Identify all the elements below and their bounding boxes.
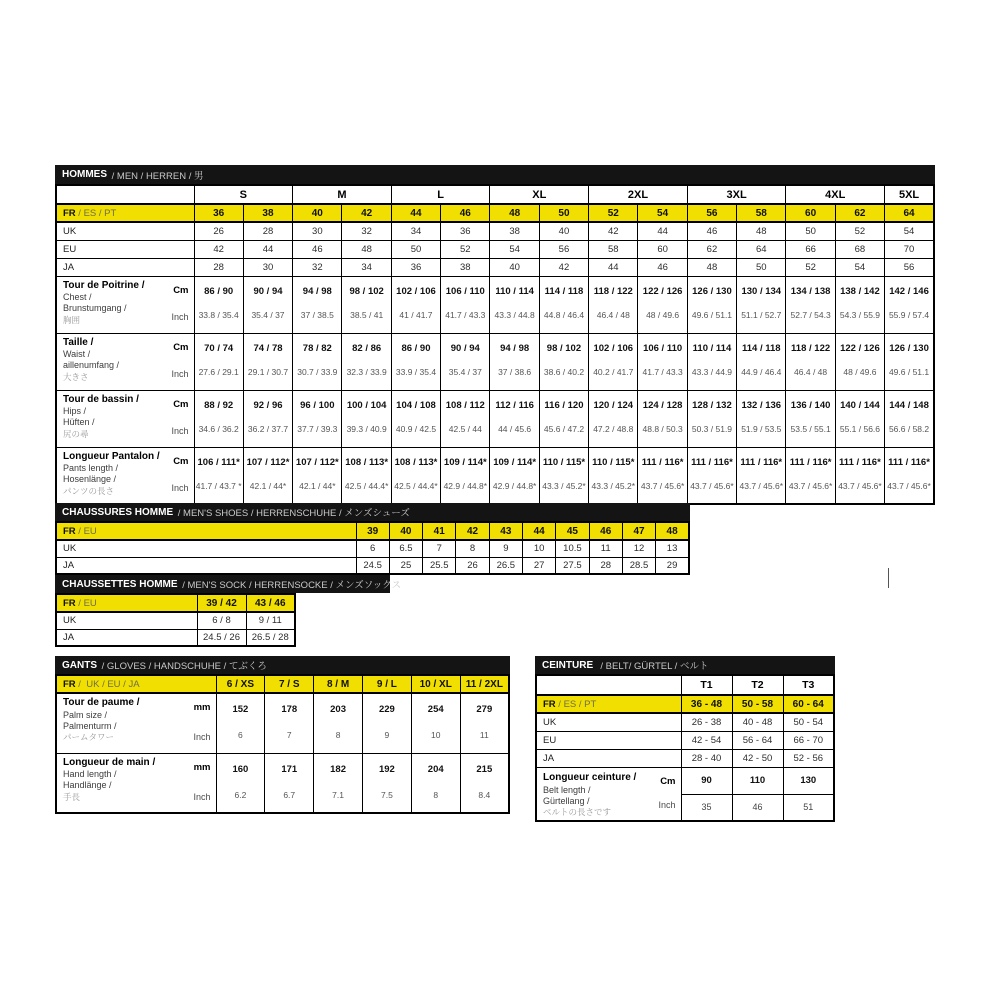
value-cell: 43 / 46 bbox=[246, 594, 295, 612]
measure-value-cell: 90 / 94 35.4 / 37 bbox=[243, 276, 292, 333]
value-cell: 60 bbox=[786, 204, 835, 222]
value-cell: 48 bbox=[342, 240, 391, 258]
belt-empty-corner-cell bbox=[536, 675, 681, 695]
measure-value-cell: 130 / 134 51.1 / 52.7 bbox=[737, 276, 786, 333]
size-group-cell: 4XL bbox=[786, 185, 885, 204]
value-cell: 46 bbox=[687, 222, 736, 240]
value-cell: 50 bbox=[786, 222, 835, 240]
measure-value-cell: 111 / 116* 43.7 / 45.6* bbox=[835, 447, 884, 504]
measure-value-cell: 70 / 74 27.6 / 29.1 bbox=[194, 333, 243, 390]
value-cell: 40 bbox=[539, 222, 588, 240]
belt-ja-label: JA bbox=[536, 749, 681, 767]
eu-row bbox=[56, 240, 934, 258]
measure-value-cell: 279 11 bbox=[460, 693, 509, 753]
measure-value-cell: 122 / 126 48 / 49.6 bbox=[638, 276, 687, 333]
value-cell: 41 bbox=[423, 522, 456, 540]
measure-value-cell: 229 9 bbox=[362, 693, 411, 753]
value-cell: 56 bbox=[687, 204, 736, 222]
measure-value-cell: 106 / 110 41.7 / 43.3 bbox=[441, 276, 490, 333]
value-cell: 42 - 54 bbox=[681, 731, 732, 749]
measure-value-cell: 144 / 148 56.6 / 58.2 bbox=[885, 390, 934, 447]
value-cell: 9 / 11 bbox=[246, 612, 295, 629]
measure-value-cell: 108 / 113* 42.5 / 44.4* bbox=[342, 447, 391, 504]
value-cell: 43 bbox=[489, 522, 522, 540]
belt-title: CEINTURE bbox=[542, 659, 594, 671]
measure-value-cell: 106 / 110 41.7 / 43.3 bbox=[638, 333, 687, 390]
measure-value-cell: 192 7.5 bbox=[362, 753, 411, 813]
measure-value-cell: 100 / 104 39.3 / 40.9 bbox=[342, 390, 391, 447]
measure-value-cell: 106 / 111* 41.7 / 43.7 * bbox=[194, 447, 243, 504]
value-cell: 40 - 48 bbox=[732, 713, 783, 731]
size-group-cell: 2XL bbox=[589, 185, 688, 204]
measure-value-cell: 111 / 116* 43.7 / 45.6* bbox=[687, 447, 736, 504]
value-cell: 38 bbox=[441, 258, 490, 276]
waist-row bbox=[56, 333, 934, 390]
value-cell: 40 bbox=[490, 258, 539, 276]
value-cell: 34 bbox=[391, 222, 440, 240]
value-cell: 26.5 bbox=[489, 557, 522, 574]
measure-value-cell: 182 7.1 bbox=[314, 753, 363, 813]
value-cell: 39 bbox=[356, 522, 389, 540]
value-cell: 9 bbox=[489, 540, 522, 557]
value-cell: 13 bbox=[656, 540, 689, 557]
value-cell: 50 - 58 bbox=[732, 695, 783, 713]
value-cell: 52 bbox=[835, 222, 884, 240]
value-cell: 60 - 64 bbox=[783, 695, 834, 713]
value-cell: 45 bbox=[556, 522, 589, 540]
measure-value-cell: 82 / 86 32.3 / 33.9 bbox=[342, 333, 391, 390]
size-group-cell: S bbox=[194, 185, 293, 204]
value-cell: 42 bbox=[456, 522, 489, 540]
value-cell: 46 bbox=[589, 522, 622, 540]
chest-row bbox=[56, 276, 934, 333]
ja-label: JA bbox=[56, 258, 194, 276]
value-cell: 62 bbox=[835, 204, 884, 222]
socks-uk-label: UK bbox=[56, 612, 197, 629]
value-cell: 51 bbox=[783, 794, 834, 821]
belt-ja-row bbox=[536, 749, 834, 767]
value-cell: 44 bbox=[638, 222, 687, 240]
belt-title-translations: / BELT/ GÜRTEL / ベルト bbox=[595, 661, 709, 672]
value-cell: 48 bbox=[737, 222, 786, 240]
uk-row bbox=[56, 222, 934, 240]
belt-column-header-row bbox=[536, 675, 834, 695]
shoes-uk-label: UK bbox=[56, 540, 356, 557]
measure-value-cell: 204 8 bbox=[411, 753, 460, 813]
value-cell: 26.5 / 28 bbox=[246, 629, 295, 646]
value-cell: 46 bbox=[732, 794, 783, 821]
value-cell: 28.5 bbox=[622, 557, 655, 574]
hommes-title: HOMMES bbox=[62, 169, 107, 180]
size-group-cell: XL bbox=[490, 185, 589, 204]
measure-value-cell: 112 / 116 44 / 45.6 bbox=[490, 390, 539, 447]
measure-value-cell: 104 / 108 40.9 / 42.5 bbox=[391, 390, 440, 447]
socks-ja-row bbox=[56, 629, 295, 646]
measure-value-cell: 140 / 144 55.1 / 56.6 bbox=[835, 390, 884, 447]
shoes-title: CHAUSSURES HOMME bbox=[62, 506, 174, 518]
shoes-uk-row bbox=[56, 540, 689, 557]
ja-row bbox=[56, 258, 934, 276]
measure-value-cell: 102 / 106 41 / 41.7 bbox=[391, 276, 440, 333]
size-group-row bbox=[56, 185, 934, 204]
measure-value-cell: 92 / 96 36.2 / 37.7 bbox=[243, 390, 292, 447]
measure-value-cell: 116 / 120 45.6 / 47.2 bbox=[539, 390, 588, 447]
value-cell: 6 / 8 bbox=[197, 612, 246, 629]
measure-value-cell: 111 / 116* 43.7 / 45.6* bbox=[885, 447, 934, 504]
value-cell: 46 bbox=[293, 240, 342, 258]
measure-value-cell: 98 / 102 38.6 / 40.2 bbox=[539, 333, 588, 390]
value-cell: 38 bbox=[243, 204, 292, 222]
shoes-fr-eu-label: FR / EU bbox=[56, 522, 356, 540]
value-cell: T2 bbox=[732, 675, 783, 695]
socks-size-table bbox=[55, 593, 296, 647]
value-cell: 7 / S bbox=[265, 675, 314, 693]
hand-length-row bbox=[56, 753, 509, 813]
value-cell: 46 bbox=[441, 204, 490, 222]
measure-value-cell: 178 7 bbox=[265, 693, 314, 753]
measure-value-cell: 134 / 138 52.7 / 54.3 bbox=[786, 276, 835, 333]
value-cell: 6 / XS bbox=[216, 675, 265, 693]
value-cell: 42 bbox=[194, 240, 243, 258]
measure-value-cell: 160 6.2 bbox=[216, 753, 265, 813]
socks-ja-label: JA bbox=[56, 629, 197, 646]
value-cell: T3 bbox=[783, 675, 834, 695]
value-cell: 11 / 2XL bbox=[460, 675, 509, 693]
value-cell: 48 bbox=[656, 522, 689, 540]
value-cell: 60 bbox=[638, 240, 687, 258]
measure-value-cell: 114 / 118 44.9 / 46.4 bbox=[737, 333, 786, 390]
stray-tick-mark bbox=[888, 568, 889, 588]
value-cell: 28 bbox=[194, 258, 243, 276]
value-cell: 24.5 bbox=[356, 557, 389, 574]
socks-header-bar bbox=[55, 575, 402, 593]
hommes-size-table bbox=[55, 184, 935, 505]
belt-size-table bbox=[535, 674, 835, 822]
value-cell: 70 bbox=[885, 240, 934, 258]
belt-eu-label: EU bbox=[536, 731, 681, 749]
value-cell: 40 bbox=[293, 204, 342, 222]
belt-eu-row bbox=[536, 731, 834, 749]
measure-value-cell: 118 / 122 46.4 / 48 bbox=[589, 276, 638, 333]
value-cell: 54 bbox=[885, 222, 934, 240]
value-cell: 50 bbox=[391, 240, 440, 258]
measure-value-cell: 126 / 130 49.6 / 51.1 bbox=[885, 333, 934, 390]
value-cell: 64 bbox=[885, 204, 934, 222]
gloves-size-table bbox=[55, 674, 510, 814]
value-cell: 32 bbox=[293, 258, 342, 276]
measure-value-cell: 108 / 112 42.5 / 44 bbox=[441, 390, 490, 447]
socks-fr-eu-row bbox=[56, 594, 295, 612]
measure-value-cell: 110 / 115* 43.3 / 45.2* bbox=[589, 447, 638, 504]
measure-value-cell: 118 / 122 46.4 / 48 bbox=[786, 333, 835, 390]
measure-value-cell: 124 / 128 48.8 / 50.3 bbox=[638, 390, 687, 447]
gloves-size-row bbox=[56, 675, 509, 693]
measure-value-cell: 128 / 132 50.3 / 51.9 bbox=[687, 390, 736, 447]
hommes-header-bar bbox=[55, 165, 935, 184]
shoes-title-translations: / MEN'S SHOES / HERRENSCHUHE / メンズシューズ bbox=[175, 508, 410, 519]
gloves-title: GANTS bbox=[62, 659, 97, 671]
measure-value-cell: 90 / 94 35.4 / 37 bbox=[441, 333, 490, 390]
value-cell: 48 bbox=[687, 258, 736, 276]
value-cell: 64 bbox=[737, 240, 786, 258]
value-cell: 12 bbox=[622, 540, 655, 557]
measure-value-cell: 110 / 114 43.3 / 44.9 bbox=[687, 333, 736, 390]
value-cell: 24.5 / 26 bbox=[197, 629, 246, 646]
value-cell: 36 bbox=[441, 222, 490, 240]
value-cell: 62 bbox=[687, 240, 736, 258]
value-cell: 28 - 40 bbox=[681, 749, 732, 767]
measure-value-cell: 86 / 90 33.8 / 35.4 bbox=[194, 276, 243, 333]
value-cell: 10.5 bbox=[556, 540, 589, 557]
size-group-cell: 5XL bbox=[885, 185, 934, 204]
value-cell: 30 bbox=[243, 258, 292, 276]
value-cell: 39 / 42 bbox=[197, 594, 246, 612]
belt-uk-label: UK bbox=[536, 713, 681, 731]
socks-fr-eu-label: FR / EU bbox=[56, 594, 197, 612]
measure-value-cell: 74 / 78 29.1 / 30.7 bbox=[243, 333, 292, 390]
measure-value-cell: 110 / 115* 43.3 / 45.2* bbox=[539, 447, 588, 504]
hand-length-label: Longueur de main / Hand length / Handlänge / 手長 mm Inch bbox=[56, 753, 216, 813]
value-cell: 9 / L bbox=[362, 675, 411, 693]
value-cell: 8 bbox=[456, 540, 489, 557]
fr-es-pt-label: FR / ES / PT bbox=[56, 204, 194, 222]
measure-value-cell: 114 / 118 44.8 / 46.4 bbox=[539, 276, 588, 333]
value-cell: 36 - 48 bbox=[681, 695, 732, 713]
value-cell: 48 bbox=[490, 204, 539, 222]
measure-value-cell: 126 / 130 49.6 / 51.1 bbox=[687, 276, 736, 333]
palm-size-label: Tour de paume / Palm size / Palmenturm / パームタワー mm Inch bbox=[56, 693, 216, 753]
chest-label: Tour de Poitrine / Chest / Brunstumgang / 胸囲 Cm Inch bbox=[56, 276, 194, 333]
belt-uk-row bbox=[536, 713, 834, 731]
value-cell: T1 bbox=[681, 675, 732, 695]
measure-value-cell: 86 / 90 33.9 / 35.4 bbox=[391, 333, 440, 390]
uk-label: UK bbox=[56, 222, 194, 240]
measure-value-cell: 107 / 112* 42.1 / 44* bbox=[243, 447, 292, 504]
belt-fr-es-pt-row bbox=[536, 695, 834, 713]
value-cell: 10 / XL bbox=[411, 675, 460, 693]
size-group-cell: L bbox=[391, 185, 490, 204]
value-cell: 40 bbox=[389, 522, 422, 540]
pants-length-row bbox=[56, 447, 934, 504]
measure-value-cell: 111 / 116* 43.7 / 45.6* bbox=[786, 447, 835, 504]
value-cell: 110 bbox=[732, 767, 783, 794]
belt-fr-es-pt-label: FR / ES / PT bbox=[536, 695, 681, 713]
shoes-fr-eu-row bbox=[56, 522, 689, 540]
measure-value-cell: 107 / 112* 42.1 / 44* bbox=[293, 447, 342, 504]
value-cell: 52 bbox=[786, 258, 835, 276]
value-cell: 130 bbox=[783, 767, 834, 794]
value-cell: 58 bbox=[737, 204, 786, 222]
socks-title: CHAUSSETTES HOMME bbox=[62, 578, 178, 590]
value-cell: 56 bbox=[885, 258, 934, 276]
measure-value-cell: 110 / 114 43.3 / 44.8 bbox=[490, 276, 539, 333]
pants-length-label: Longueur Pantalon / Pants length / Hosenlänge / パンツの長さ Cm Inch bbox=[56, 447, 194, 504]
gloves-size-label: FR / UK / EU / JA bbox=[56, 675, 216, 693]
value-cell: 47 bbox=[622, 522, 655, 540]
measure-value-cell: 88 / 92 34.6 / 36.2 bbox=[194, 390, 243, 447]
measure-value-cell: 203 8 bbox=[314, 693, 363, 753]
measure-value-cell: 122 / 126 48 / 49.6 bbox=[835, 333, 884, 390]
value-cell: 34 bbox=[342, 258, 391, 276]
value-cell: 52 bbox=[589, 204, 638, 222]
value-cell: 44 bbox=[391, 204, 440, 222]
hips-row bbox=[56, 390, 934, 447]
measure-value-cell: 120 / 124 47.2 / 48.8 bbox=[589, 390, 638, 447]
waist-label: Taille / Waist / aillenumfang / 大きさ Cm Inch bbox=[56, 333, 194, 390]
value-cell: 10 bbox=[522, 540, 555, 557]
shoes-header-bar bbox=[55, 503, 690, 521]
eu-label: EU bbox=[56, 240, 194, 258]
value-cell: 36 bbox=[194, 204, 243, 222]
size-group-cell: 3XL bbox=[687, 185, 786, 204]
measure-value-cell: 108 / 113* 42.5 / 44.4* bbox=[391, 447, 440, 504]
value-cell: 25.5 bbox=[423, 557, 456, 574]
fr-es-pt-row bbox=[56, 204, 934, 222]
belt-header-bar bbox=[535, 656, 835, 674]
measure-value-cell: 98 / 102 38.5 / 41 bbox=[342, 276, 391, 333]
value-cell: 50 bbox=[539, 204, 588, 222]
value-cell: 29 bbox=[656, 557, 689, 574]
gloves-header-bar bbox=[55, 656, 510, 674]
hips-label: Tour de bassin / Hips / Hüften / 尻の尋 Cm Inch bbox=[56, 390, 194, 447]
value-cell: 44 bbox=[243, 240, 292, 258]
measure-value-cell: 215 8.4 bbox=[460, 753, 509, 813]
value-cell: 26 - 38 bbox=[681, 713, 732, 731]
value-cell: 56 bbox=[539, 240, 588, 258]
measure-value-cell: 254 10 bbox=[411, 693, 460, 753]
measure-value-cell: 78 / 82 30.7 / 33.9 bbox=[293, 333, 342, 390]
value-cell: 42 bbox=[589, 222, 638, 240]
socks-title-translations: / MEN'S SOCK / HERRENSOCKE / メンズソックス bbox=[179, 580, 402, 591]
belt-length-label: Longueur ceinture / Belt length / Gürtellang / ベルトの長さです Cm Inch bbox=[536, 767, 681, 821]
measure-value-cell: 171 6.7 bbox=[265, 753, 314, 813]
value-cell: 36 bbox=[391, 258, 440, 276]
value-cell: 30 bbox=[293, 222, 342, 240]
palm-size-row bbox=[56, 693, 509, 753]
measure-value-cell: 102 / 106 40.2 / 41.7 bbox=[589, 333, 638, 390]
value-cell: 8 / M bbox=[314, 675, 363, 693]
measure-value-cell: 109 / 114* 42.9 / 44.8* bbox=[441, 447, 490, 504]
value-cell: 27.5 bbox=[556, 557, 589, 574]
hommes-title-translations: / MEN / HERREN / 男 bbox=[109, 170, 204, 182]
measure-value-cell: 132 / 136 51.9 / 53.5 bbox=[737, 390, 786, 447]
shoes-ja-row bbox=[56, 557, 689, 574]
value-cell: 52 - 56 bbox=[783, 749, 834, 767]
value-cell: 28 bbox=[243, 222, 292, 240]
belt-length-cm-row bbox=[536, 767, 834, 794]
value-cell: 68 bbox=[835, 240, 884, 258]
measure-value-cell: 111 / 116* 43.7 / 45.6* bbox=[638, 447, 687, 504]
value-cell: 56 - 64 bbox=[732, 731, 783, 749]
value-cell: 52 bbox=[441, 240, 490, 258]
measure-value-cell: 96 / 100 37.7 / 39.3 bbox=[293, 390, 342, 447]
empty-corner-cell bbox=[56, 185, 194, 204]
measure-value-cell: 111 / 116* 43.7 / 45.6* bbox=[737, 447, 786, 504]
measure-value-cell: 94 / 98 37 / 38.5 bbox=[293, 276, 342, 333]
gloves-title-translations: / GLOVES / HANDSCHUHE / てぶくろ bbox=[99, 661, 267, 672]
value-cell: 54 bbox=[638, 204, 687, 222]
measure-value-cell: 152 6 bbox=[216, 693, 265, 753]
value-cell: 90 bbox=[681, 767, 732, 794]
value-cell: 42 - 50 bbox=[732, 749, 783, 767]
value-cell: 32 bbox=[342, 222, 391, 240]
value-cell: 54 bbox=[490, 240, 539, 258]
value-cell: 7 bbox=[423, 540, 456, 557]
shoes-ja-label: JA bbox=[56, 557, 356, 574]
value-cell: 50 bbox=[737, 258, 786, 276]
measure-value-cell: 94 / 98 37 / 38.6 bbox=[490, 333, 539, 390]
value-cell: 42 bbox=[342, 204, 391, 222]
measure-value-cell: 142 / 146 55.9 / 57.4 bbox=[885, 276, 934, 333]
value-cell: 66 - 70 bbox=[783, 731, 834, 749]
value-cell: 38 bbox=[490, 222, 539, 240]
socks-uk-row bbox=[56, 612, 295, 629]
value-cell: 27 bbox=[522, 557, 555, 574]
value-cell: 35 bbox=[681, 794, 732, 821]
measure-value-cell: 136 / 140 53.5 / 55.1 bbox=[786, 390, 835, 447]
value-cell: 28 bbox=[589, 557, 622, 574]
value-cell: 58 bbox=[589, 240, 638, 258]
value-cell: 26 bbox=[456, 557, 489, 574]
value-cell: 50 - 54 bbox=[783, 713, 834, 731]
value-cell: 26 bbox=[194, 222, 243, 240]
measure-value-cell: 109 / 114* 42.9 / 44.8* bbox=[490, 447, 539, 504]
value-cell: 6.5 bbox=[389, 540, 422, 557]
value-cell: 66 bbox=[786, 240, 835, 258]
value-cell: 44 bbox=[522, 522, 555, 540]
size-group-cell: M bbox=[293, 185, 392, 204]
value-cell: 54 bbox=[835, 258, 884, 276]
value-cell: 42 bbox=[539, 258, 588, 276]
value-cell: 6 bbox=[356, 540, 389, 557]
value-cell: 46 bbox=[638, 258, 687, 276]
measure-value-cell: 138 / 142 54.3 / 55.9 bbox=[835, 276, 884, 333]
shoes-size-table bbox=[55, 521, 690, 575]
value-cell: 44 bbox=[589, 258, 638, 276]
value-cell: 25 bbox=[389, 557, 422, 574]
value-cell: 11 bbox=[589, 540, 622, 557]
